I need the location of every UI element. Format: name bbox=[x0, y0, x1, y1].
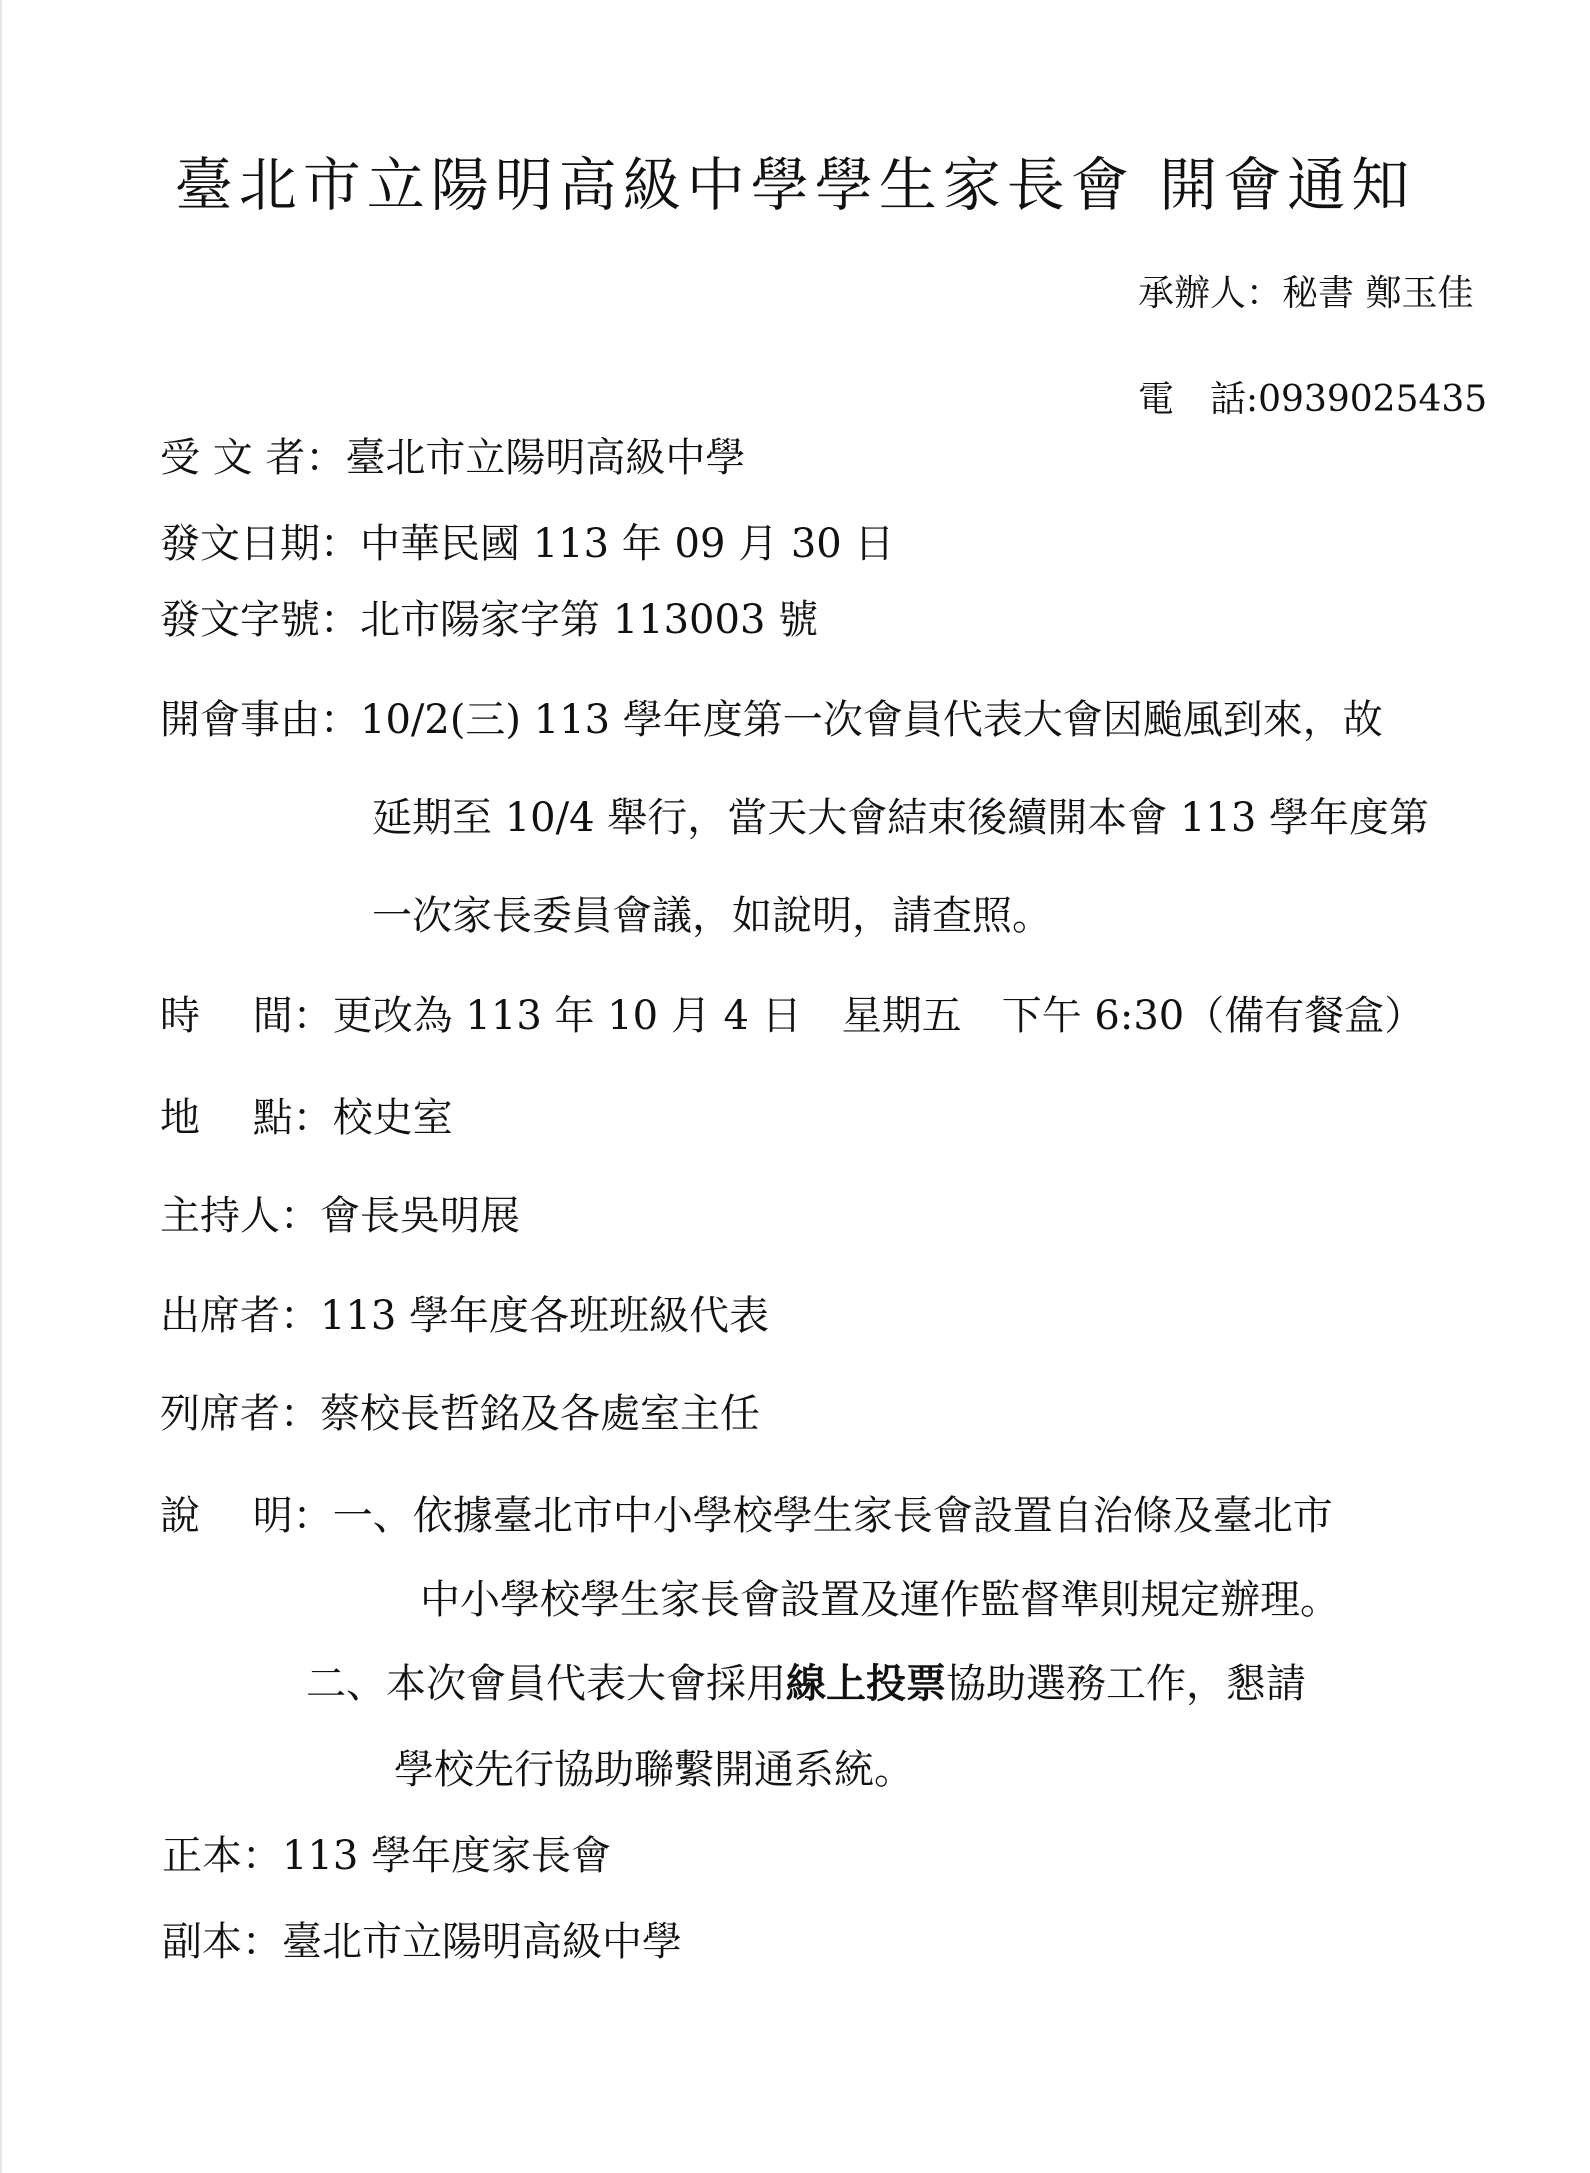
attendees-row bbox=[160, 1292, 769, 1340]
time-label: 時 間： bbox=[160, 993, 333, 1039]
copy-recipient-row bbox=[162, 1918, 682, 1966]
observers-row bbox=[160, 1390, 760, 1438]
doc-number-value: 北市陽家字第 113003 號 bbox=[360, 597, 819, 643]
explanation-label: 說 明： bbox=[160, 1493, 333, 1539]
reason-line-3: 一次家長委員會議，如說明，請查照。 bbox=[372, 893, 1052, 939]
recipient-value: 臺北市立陽明高級中學 bbox=[345, 435, 746, 481]
original-value: 113 學年度家長會 bbox=[282, 1833, 612, 1879]
attendees-label: 出席者： bbox=[160, 1293, 320, 1339]
doc-number-label: 發文字號： bbox=[160, 597, 360, 643]
host-label: 主持人： bbox=[160, 1193, 320, 1239]
observers-value: 蔡校長哲銘及各處室主任 bbox=[320, 1391, 760, 1437]
original-label: 正本： bbox=[162, 1833, 282, 1879]
host-row bbox=[160, 1192, 520, 1240]
reason-label: 開會事由： bbox=[160, 697, 360, 743]
explanation-item1-line1: 一、依據臺北市中小學校學生家長會設置自治條及臺北市 bbox=[332, 1493, 1333, 1539]
date-row bbox=[160, 520, 894, 568]
reason-row bbox=[160, 696, 1383, 744]
explanation-item2-line2: 學校先行協助聯繫開通系統。 bbox=[394, 1747, 914, 1793]
place-value: 校史室 bbox=[332, 1095, 453, 1141]
place-label: 地 點： bbox=[160, 1095, 333, 1141]
explanation-item1-line2: 中小學校學生家長會設置及運作監督準則規定辦理。 bbox=[420, 1577, 1340, 1623]
date-label: 發文日期： bbox=[160, 521, 360, 567]
explanation-item2-line1 bbox=[306, 1660, 1306, 1708]
date-value: 中華民國 113 年 09 月 30 日 bbox=[360, 521, 895, 567]
place-row bbox=[160, 1094, 453, 1142]
handler-line: 承辦人：秘書 鄭玉佳 bbox=[1138, 273, 1474, 314]
time-row bbox=[160, 992, 1424, 1040]
attendees-value: 113 學年度各班班級代表 bbox=[320, 1293, 770, 1339]
recipient-label: 受 文 者： bbox=[160, 435, 346, 481]
reason-line-1: 10/2(三) 113 學年度第一次會員代表大會因颱風到來，故 bbox=[360, 697, 1383, 743]
page-title: 臺北市立陽明高級中學學生家長會 開會通知 bbox=[174, 151, 1416, 219]
reason-line-2: 延期至 10/4 舉行，當天大會結束後續開本會 113 學年度第 bbox=[372, 795, 1430, 841]
item2-suffix: 協助選務工作，懇請 bbox=[946, 1661, 1306, 1707]
recipient-row bbox=[160, 434, 745, 482]
time-value: 更改為 113 年 10 月 4 日 星期五 下午 6:30（備有餐盒） bbox=[332, 993, 1425, 1039]
copy-label: 副本： bbox=[162, 1919, 282, 1965]
item2-prefix: 二、本次會員代表大會採用 bbox=[306, 1661, 786, 1707]
phone-line bbox=[1138, 378, 1487, 421]
doc-number-row bbox=[160, 596, 818, 644]
original-recipient-row bbox=[162, 1832, 611, 1880]
page-edge bbox=[0, 0, 2, 2173]
phone-number: 0939025435 bbox=[1258, 379, 1488, 420]
explanation-row bbox=[160, 1492, 1333, 1540]
host-value: 會長吳明展 bbox=[320, 1193, 520, 1239]
copy-value: 臺北市立陽明高級中學 bbox=[282, 1919, 682, 1965]
phone-label: 電 話: bbox=[1138, 379, 1259, 420]
observers-label: 列席者： bbox=[160, 1391, 320, 1437]
item2-bold-keyword: 線上投票 bbox=[786, 1660, 946, 1707]
